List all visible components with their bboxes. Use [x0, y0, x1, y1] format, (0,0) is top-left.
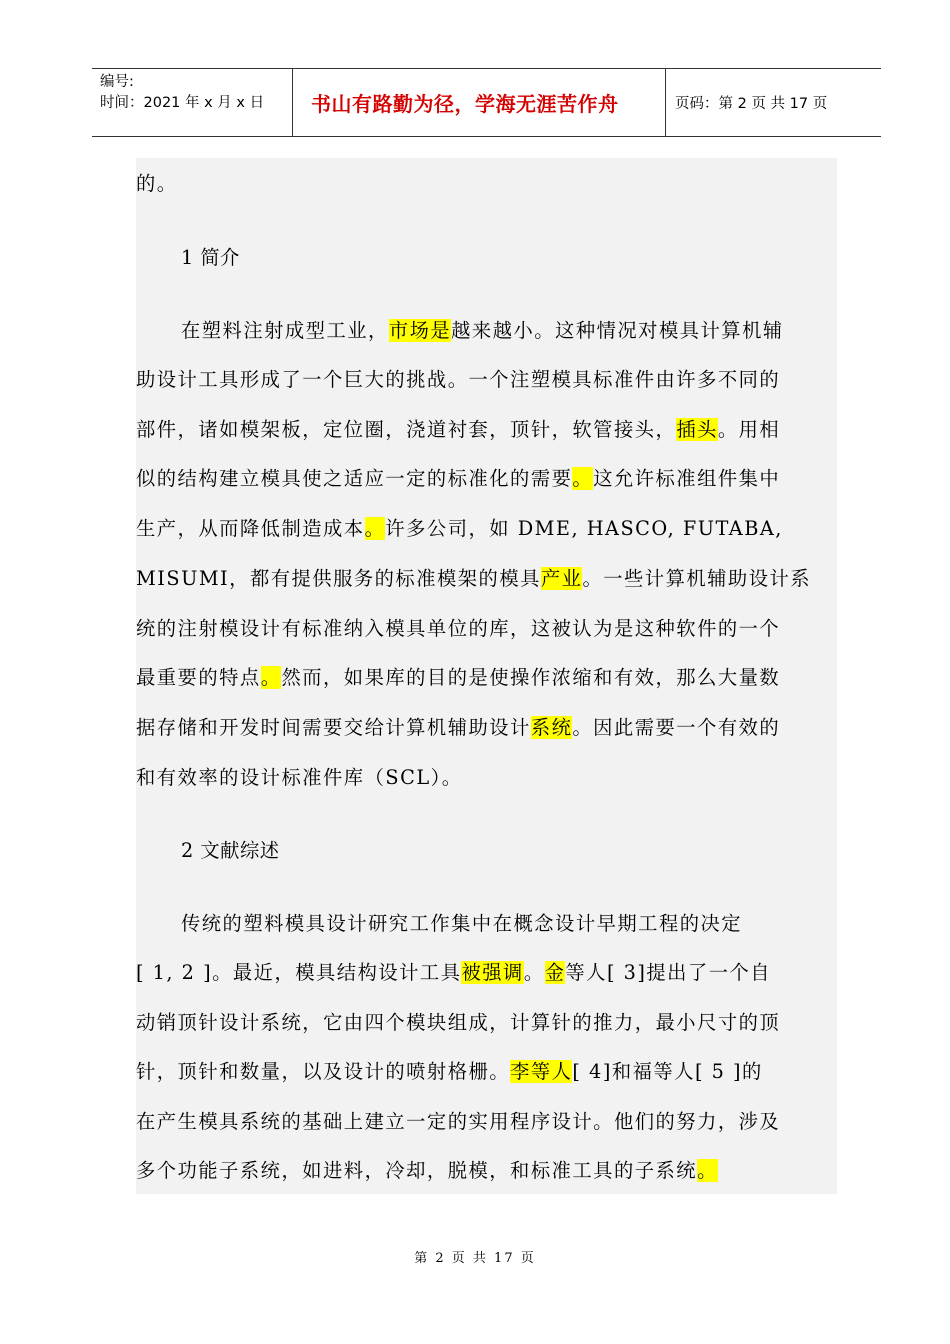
page-header: [92, 68, 881, 137]
highlighted-text: 。: [260, 666, 282, 689]
highlighted-text: 金: [544, 961, 566, 984]
highlighted-text: 插头: [676, 418, 718, 441]
header-meta: [92, 69, 293, 136]
highlighted-text: 被强调: [461, 961, 524, 984]
highlighted-text: 系统: [530, 716, 573, 739]
paragraph-line: 传统的塑料模具设计研究工作集中在概念设计早期工程的决定: [181, 912, 743, 935]
document-time-label: 时间：2021 年 x 月 x 日: [100, 95, 265, 111]
document-number-label: 编号:: [100, 74, 134, 90]
paragraph-line: 最重要的特点。然而，如果库的目的是使操作浓缩和有效，那么大量数: [136, 666, 781, 689]
paragraph-line: 在塑料注射成型工业，市场是越来越小。这种情况对模具计算机辅: [181, 319, 784, 342]
paragraph-line: [ 1, 2 ]。最近，模具结构设计工具被强调。金等人[ 3]提出了一个自: [136, 961, 772, 984]
highlighted-text: 。: [697, 1159, 718, 1182]
header-page-number: 页码：第 2 页 共 17 页: [675, 96, 828, 112]
paragraph-line: 的。: [136, 172, 178, 195]
paragraph-line: 多个功能子系统，如进料，冷却，脱模，和标准工具的子系统。: [136, 1159, 718, 1182]
highlighted-text: 市场是: [388, 319, 452, 342]
paragraph-line: 据存储和开发时间需要交给计算机辅助设计系统。因此需要一个有效的: [136, 716, 781, 739]
section-heading-literature-review: 2 文献综述: [181, 839, 280, 862]
paragraph-line: 动销顶针设计系统，它由四个模块组成，计算针的推力，最小尺寸的顶: [136, 1011, 781, 1034]
paragraph-line: MISUMI，都有提供服务的标准模架的模具产业。一些计算机辅助设计系: [136, 567, 812, 590]
paragraph-line: 针，顶针和数量，以及设计的喷射格栅。李等人[ 4]和福等人[ 5 ]的: [136, 1060, 763, 1083]
section-heading-introduction: 1 简介: [181, 246, 240, 269]
page-footer: 第 2 页 共 17 页: [414, 1251, 536, 1266]
highlighted-text: 。: [572, 467, 594, 490]
paragraph-line: 助设计工具形成了一个巨大的挑战。一个注塑模具标准件由许多不同的: [136, 368, 781, 391]
paragraph-line: 和有效率的设计标准件库（SCL）。: [136, 766, 463, 789]
paragraph-line: 在产生模具系统的基础上建立一定的实用程序设计。他们的努力，涉及: [136, 1110, 781, 1133]
paragraph-line: 部件，诸如模架板，定位圈，浇道衬套，顶针，软管接头，插头。用相: [136, 418, 781, 441]
header-motto: 书山有路勤为径，学海无涯苦作舟: [293, 69, 666, 136]
highlighted-text: 李等人: [510, 1060, 573, 1083]
paragraph-line: 统的注射模设计有标准纳入模具单位的库，这被认为是这种软件的一个: [136, 617, 781, 640]
paragraph-line: 生产，从而降低制造成本。许多公司，如 DME, HASCO, FUTABA,: [136, 517, 783, 540]
highlighted-text: 。: [364, 517, 386, 540]
paragraph-line: 似的结构建立模具使之适应一定的标准化的需要。这允许标准组件集中: [136, 467, 781, 490]
highlighted-text: 产业: [540, 567, 583, 590]
